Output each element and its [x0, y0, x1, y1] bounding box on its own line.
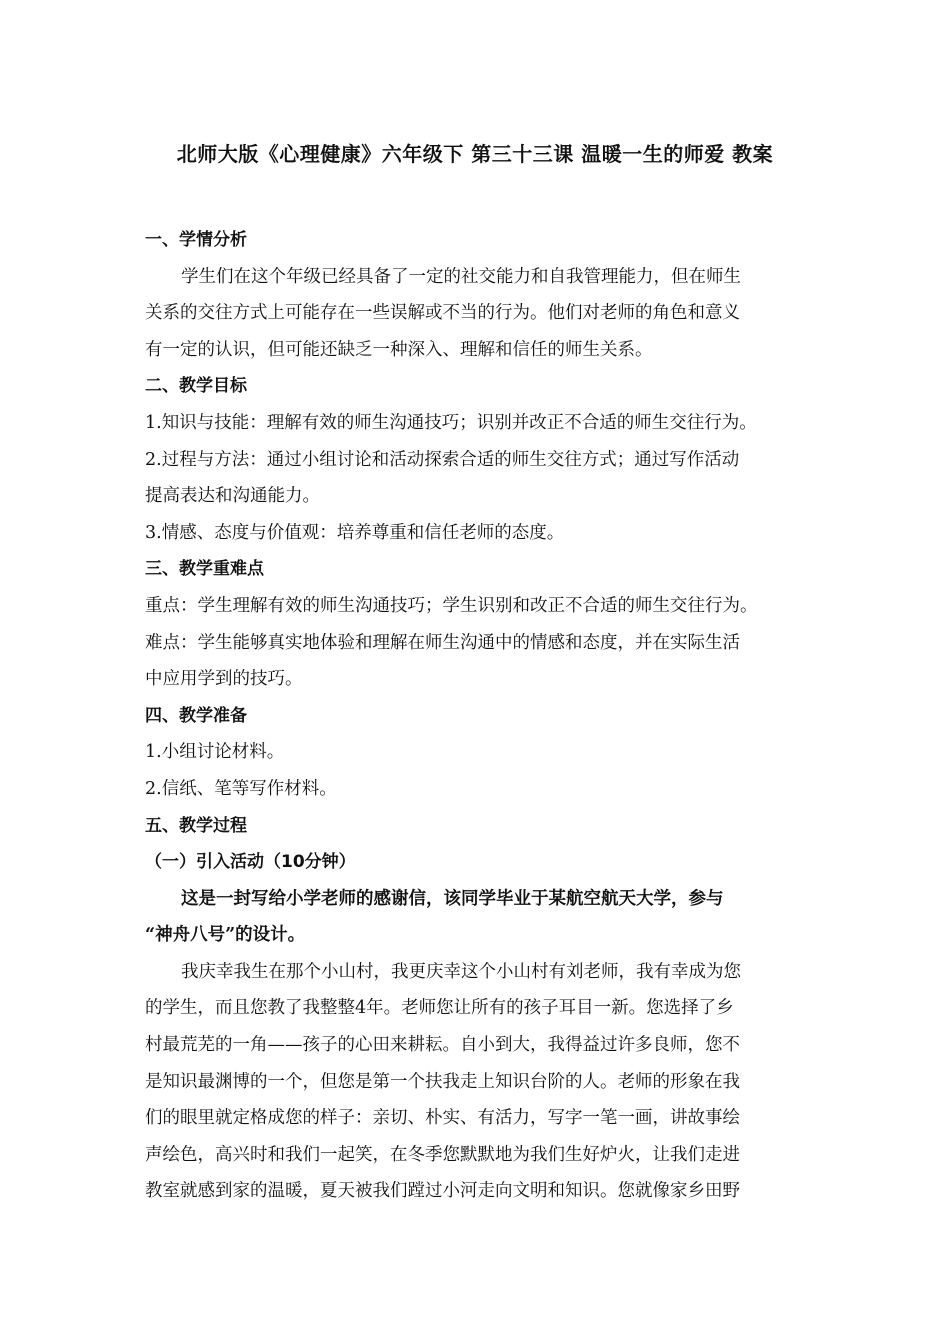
letter-line: 村最荒芜的一角——孩子的心田来耕耘。自小到大，我得益过许多良师，您不: [145, 1035, 740, 1056]
letter-line: 的学生，而且您教了我整整4年。老师您让所有的孩子耳目一新。您选择了乡: [145, 998, 734, 1019]
bold-paragraph-line: 这是一封写给小学老师的感谢信，该同学毕业于某航空航天大学，参与: [181, 888, 724, 909]
letter-line: 声绘色，高兴时和我们一起笑，在冬季您默默地为我们生好炉火，让我们走进: [145, 1144, 740, 1165]
paragraph-line: 3.情感、态度与价值观：培养尊重和信任老师的态度。: [145, 522, 565, 543]
letter-line: 是知识最渊博的一个，但您是第一个扶我走上知识台阶的人。老师的形象在我: [145, 1071, 740, 1092]
section-heading-analysis: 一、学情分析: [145, 230, 247, 250]
paragraph-line: 2.过程与方法：通过小组讨论和活动探索合适的师生交往方式；通过写作活动: [145, 449, 740, 470]
paragraph-line: 学生们在这个年级已经具备了一定的社交能力和自我管理能力，但在师生: [181, 266, 741, 287]
paragraph-line: 难点：学生能够真实地体验和理解在师生沟通中的情感和态度，并在实际生活: [145, 632, 740, 653]
paragraph-line: 2.信纸、笔等写作材料。: [145, 778, 337, 799]
paragraph-line: 关系的交往方式上可能存在一些误解或不当的行为。他们对老师的角色和意义: [145, 303, 740, 324]
paragraph-line: 1.小组讨论材料。: [145, 742, 285, 763]
letter-line: 教室就感到家的温暖，夏天被我们蹚过小河走向文明和知识。您就像家乡田野: [145, 1181, 740, 1202]
section-heading-process: 五、教学过程: [145, 815, 247, 836]
document-body: [145, 222, 810, 1210]
section-heading-goals: 二、教学目标: [145, 376, 247, 397]
letter-line: 们的眼里就定格成您的样子：亲切、朴实、有活力，写字一笔一画，讲故事绘: [145, 1108, 740, 1129]
paragraph-line: 有一定的认识，但可能还缺乏一种深入、理解和信任的师生关系。: [145, 339, 653, 360]
paragraph-line: 1.知识与技能：理解有效的师生沟通技巧；识别并改正不合适的师生交往行为。: [145, 412, 757, 433]
paragraph-line: 提高表达和沟通能力。: [145, 486, 320, 507]
paragraph-line: 重点：学生理解有效的师生沟通技巧；学生识别和改正不合适的师生交往行为。: [145, 595, 758, 616]
paragraph-line: 中应用学到的技巧。: [145, 669, 303, 690]
section-heading-preparation: 四、教学准备: [145, 705, 247, 726]
document-title: 北师大版《心理健康》六年级下 第三十三课 温暖一生的师爱 教案: [176, 142, 774, 166]
bold-paragraph-line: “神舟八号”的设计。: [145, 925, 306, 946]
letter-line: 我庆幸我生在那个小山村，我更庆幸这个小山村有刘老师，我有幸成为您: [181, 961, 741, 982]
section-heading-key-points: 三、教学重难点: [145, 559, 264, 580]
subsection-heading-intro: （一）引入活动（10分钟）: [145, 852, 356, 873]
